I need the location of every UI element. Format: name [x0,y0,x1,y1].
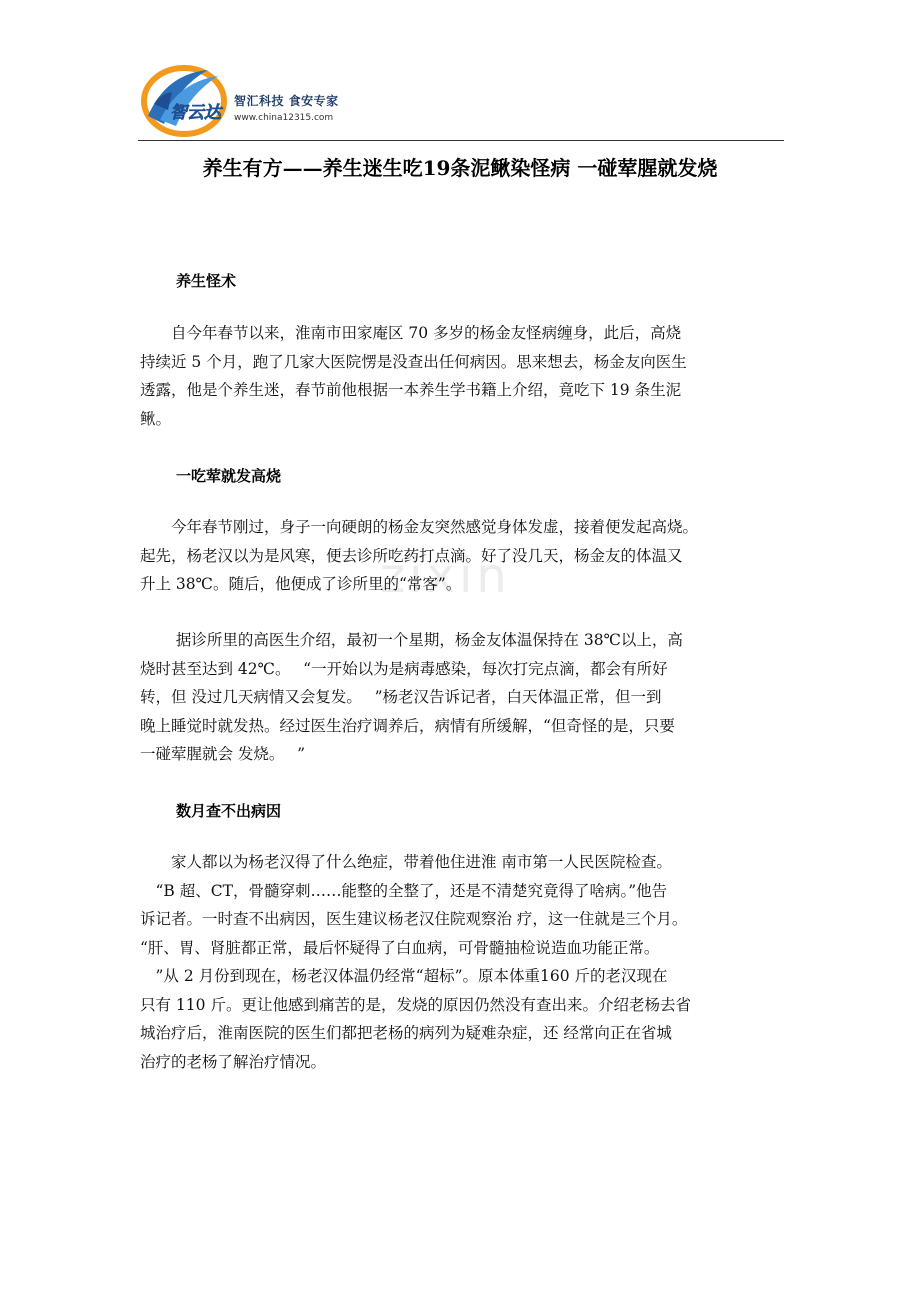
paragraph-line: “B 超、CT，骨髓穿刺……能整的全整了，还是不清楚究竟得了啥病。”他告 [140,881,668,900]
paragraph-line: 诉记者。一时查不出病因，医生建议杨老汉住院观察治 疗，这一住就是三个月。 [140,910,688,928]
paragraph-line: ”从 2 月份到现在，杨老汉体温仍经常“超标”。原本体重160 斤的老汉现在 [140,967,668,985]
paragraph-line: 治疗的老杨了解治疗情况。 [140,1052,327,1071]
paragraph-line: 烧时甚至达到 42℃。 “一开始以为是病毒感染，每次打完点滴，都会有所好 [140,659,668,678]
paragraph-line: 鳅。 [140,409,172,428]
paragraph-line: 只有 110 斤。更让他感到痛苦的是，发烧的原因仍然没有查出来。介绍老杨去省 [140,995,691,1014]
paragraph-line: 自今年春节以来，淮南市田家庵区 70 多岁的杨金友怪病缠身，此后，高烧 [140,324,682,342]
paragraph-line: 据诊所里的高医生介绍，最初一个星期，杨金友体温保持在 38℃以上，高 [140,631,683,649]
paragraph-line: 城治疗后，淮南医院的医生们都把老杨的病列为疑难杂症，还 经常向正在省城 [140,1024,672,1042]
paragraph-line: 转，但 没过几天病情又会复发。 ”杨老汉告诉记者，白天体温正常，但一到 [140,688,662,706]
watermark: zixin [380,548,511,604]
paragraph-line: 升上 38℃。随后，他便成了诊所里的“常客”。 [140,575,462,593]
paragraph-line: 持续近 5 个月，跑了几家大医院愣是没查出任何病因。思来想去，杨金友向医生 [140,352,687,371]
section-2-paragraph-1 [140,513,780,599]
page-header [138,58,784,144]
paragraph-line: 家人都以为杨老汉得了什么绝症，带着他住进淮 南市第一人民医院检查。 [140,853,672,871]
header-divider [138,140,784,141]
zhiyunda-logo [138,64,230,138]
section-2-paragraph-2 [140,626,780,769]
document-title: 养生有方——养生迷生吃19条泥鳅染怪病 一碰荤腥就发烧 [202,156,718,180]
paragraph-line: 透露，他是个养生迷，春节前他根据一本养生学书籍上介绍，竟吃下 19 条生泥 [140,381,682,399]
brand-block [234,92,339,123]
paragraph-line: 今年春节刚过，身子一向硬朗的杨金友突然感觉身体发虚，接着便发起高烧。 [140,518,699,536]
section-heading-1: 养生怪术 [176,272,237,290]
paragraph-line: 起先，杨老汉以为是风寒，便去诊所吃药打点滴。好了没几天，杨金友的体温又 [140,546,683,565]
brand-slogan: 智汇科技 食安专家 [234,94,339,108]
section-heading-3: 数月查不出病因 [176,802,282,820]
logo-text: 智云达 [170,103,221,123]
brand-url: www.china12315.com [234,113,334,123]
section-heading-2: 一吃荤就发高烧 [176,467,282,485]
section-3-paragraph-1 [140,848,780,1076]
paragraph-line: “肝、胃、肾脏都正常，最后怀疑得了白血病，可骨髓抽检说造血功能正常。 [140,938,660,957]
paragraph-line: 晚上睡觉时就发热。经过医生治疗调养后，病情有所缓解，“但奇怪的是，只要 [140,716,675,735]
section-1-paragraph-1 [140,319,780,433]
paragraph-line: 一碰荤腥就会 发烧。 ” [140,745,306,763]
